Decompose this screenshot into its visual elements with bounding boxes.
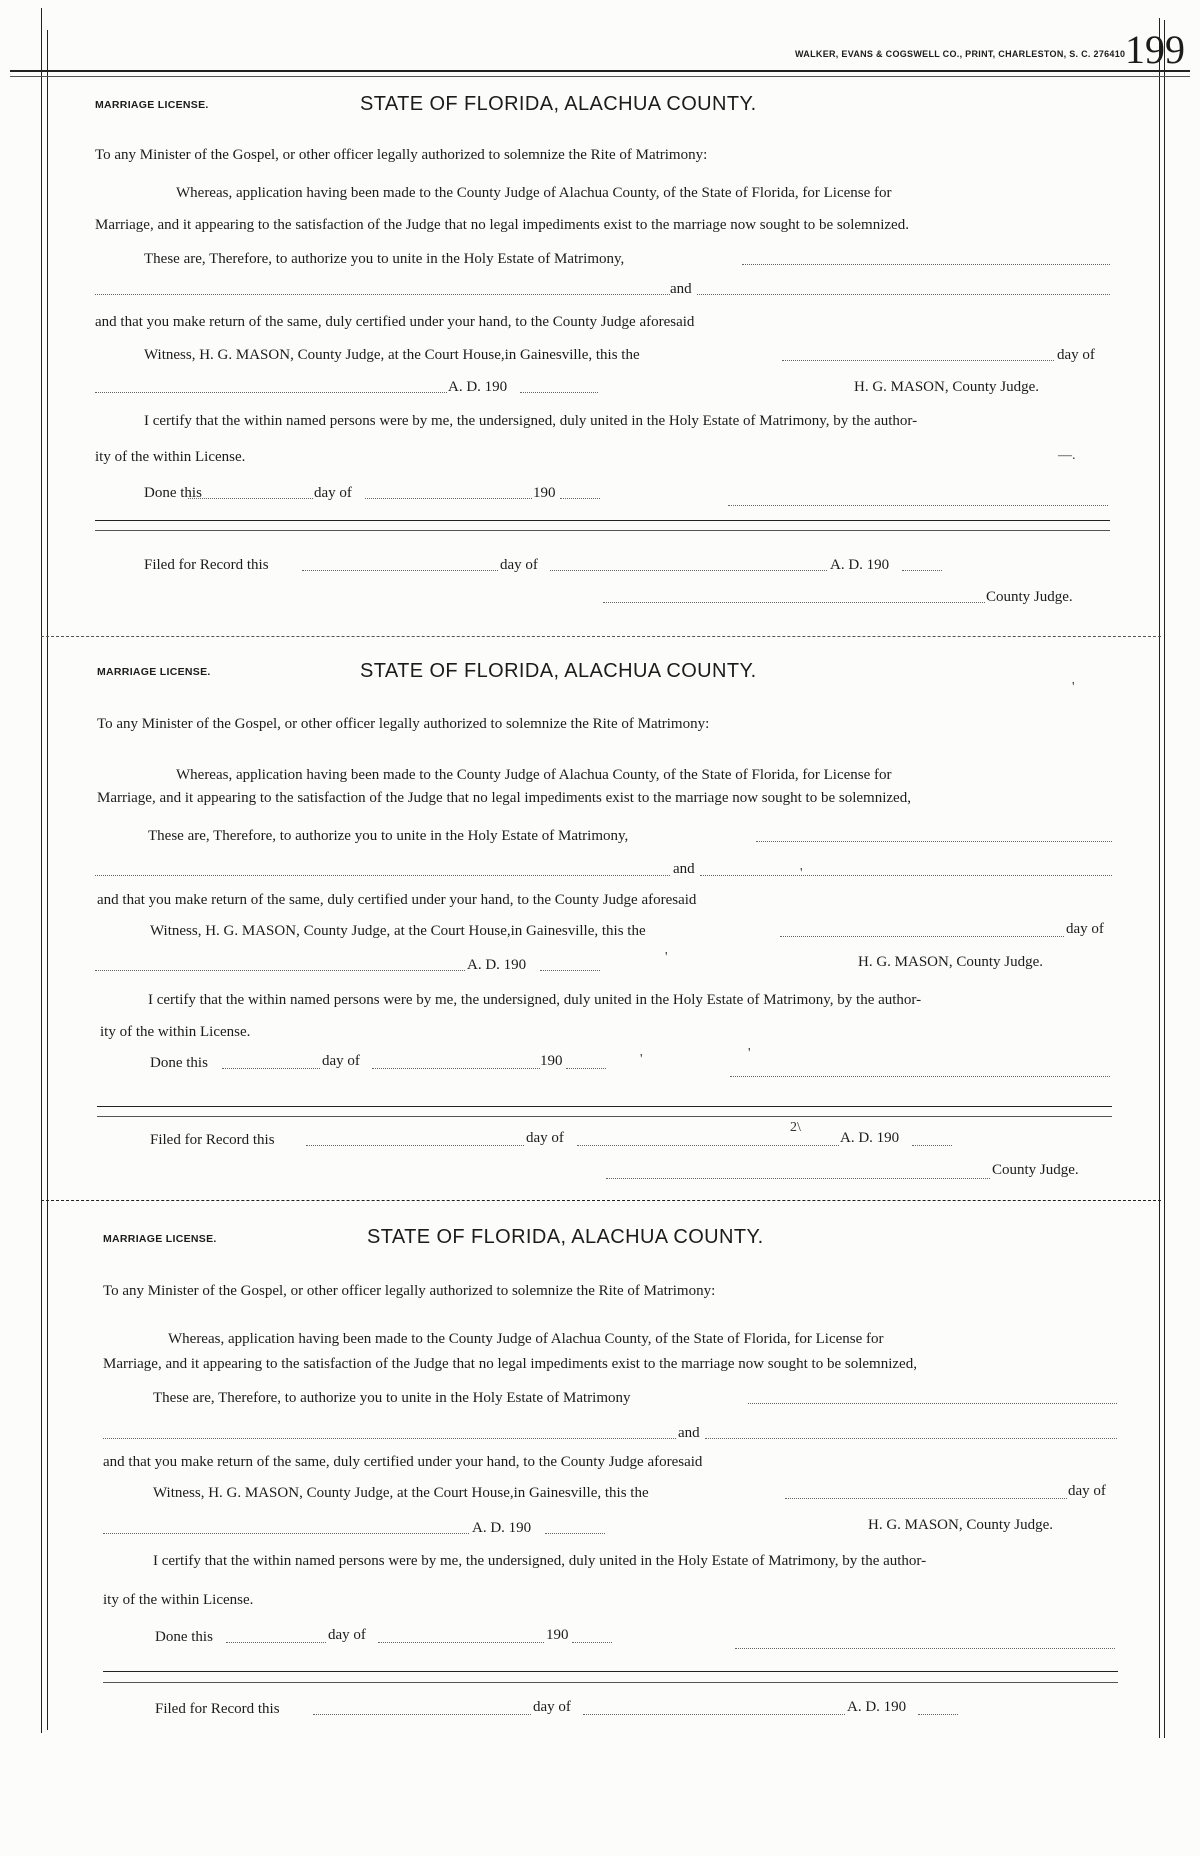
filed-day-of-label: day of <box>533 1699 571 1715</box>
these-are-line: These are, Therefore, to authorize you to unite in the Holy Estate of Matrimony, <box>148 828 629 844</box>
done-this-label: Done this <box>144 485 202 501</box>
return-clause: and that you make return of the same, duly certified under your hand, to the County Judge aforesaid <box>103 1454 703 1470</box>
done-this-label: Done this <box>150 1055 208 1071</box>
filed-for-record-label: Filed for Record this <box>155 1701 280 1717</box>
filed-day-of-label: day of <box>500 557 538 573</box>
whereas-line-2: Marriage, and it appearing to the satisfaction of the Judge that no legal impediments exist to the marriage now sought to be solemnized, <box>97 790 911 806</box>
witness-day-field <box>782 360 1054 361</box>
done-month-field <box>378 1642 544 1643</box>
and-word: and <box>678 1425 700 1441</box>
witness-line: Witness, H. G. MASON, County Judge, at the Court House,in Gainesville, this the <box>150 923 646 939</box>
return-clause: and that you make return of the same, duly certified under your hand, to the County Judge aforesaid <box>97 892 697 908</box>
judge-signature: H. G. MASON, County Judge. <box>868 1517 1054 1533</box>
filed-day-field <box>302 570 498 571</box>
done-year-label: 190 <box>546 1627 569 1643</box>
filed-for-record-label: Filed for Record this <box>150 1132 275 1148</box>
ad-year-label: A. D. 190 <box>467 957 527 973</box>
whereas-line-1: Whereas, application having been made to the County Judge of Alachua County, of the State of Florida, for License for <box>176 767 892 783</box>
top-header-rule-thin <box>10 76 1190 77</box>
form-divider <box>41 636 1161 637</box>
filed-ad-label: A. D. 190 <box>847 1699 907 1715</box>
and-word: and <box>670 281 692 297</box>
officiant-signature-field <box>735 1648 1115 1649</box>
done-day-field <box>226 1642 326 1643</box>
certify-line-2: ity of the within License. <box>103 1592 254 1608</box>
done-year-label: 190 <box>540 1053 563 1069</box>
day-of-label: day of <box>1066 921 1104 937</box>
filed-month-field <box>577 1145 839 1146</box>
these-are-line: These are, Therefore, to authorize you to unite in the Holy Estate of Matrimony, <box>144 251 625 267</box>
bride-name-field-left <box>95 294 670 295</box>
done-year-field <box>572 1642 612 1643</box>
handwritten-mark: ' <box>665 950 668 965</box>
bride-name-field-left <box>103 1438 676 1439</box>
bride-name-field <box>705 1438 1117 1439</box>
form-label: MARRIAGE LICENSE. <box>95 99 209 111</box>
witness-month-field <box>103 1533 469 1534</box>
officiant-signature-field <box>730 1076 1110 1077</box>
page-number: 199 <box>1125 27 1185 72</box>
handwritten-mark: ' <box>1072 680 1075 695</box>
handwritten-mark: ' <box>800 866 803 881</box>
section-rule <box>95 520 1110 521</box>
groom-name-field <box>756 841 1112 842</box>
filed-year-field <box>902 570 942 571</box>
filed-day-of-label: day of <box>526 1130 564 1146</box>
handwritten-mark: ' <box>748 1046 751 1061</box>
done-day-of-label: day of <box>328 1627 366 1643</box>
witness-month-field <box>95 392 447 393</box>
certify-line-1: I certify that the within named persons were by me, the undersigned, duly united in the Holy Estate of Matrimony, by the author- <box>148 992 922 1008</box>
form-divider <box>41 1200 1161 1201</box>
whereas-line-2: Marriage, and it appearing to the satisfaction of the Judge that no legal impediments exist to the marriage now sought to be solemnized. <box>95 217 909 233</box>
these-are-line: These are, Therefore, to authorize you to unite in the Holy Estate of Matrimony <box>153 1390 631 1406</box>
address-line: To any Minister of the Gospel, or other officer legally authorized to solemnize the Rite of Matrimony: <box>97 716 710 732</box>
groom-name-field <box>742 264 1110 265</box>
certify-line-1: I certify that the within named persons were by me, the undersigned, duly united in the Holy Estate of Matrimony, by the author- <box>153 1553 927 1569</box>
form-heading: STATE OF FLORIDA, ALACHUA COUNTY. <box>360 660 757 682</box>
bride-name-field <box>700 875 1112 876</box>
bride-name-field <box>697 294 1110 295</box>
filed-month-field <box>550 570 827 571</box>
done-year-field <box>566 1068 606 1069</box>
ad-year-label: A. D. 190 <box>472 1520 532 1536</box>
done-day-field <box>222 1068 320 1069</box>
address-line: To any Minister of the Gospel, or other officer legally authorized to solemnize the Rite of Matrimony: <box>103 1283 716 1299</box>
return-clause: and that you make return of the same, duly certified under your hand, to the County Judge aforesaid <box>95 314 695 330</box>
left-margin-rule-inner <box>47 30 48 1730</box>
county-judge-label: County Judge. <box>986 589 1073 605</box>
section-rule-thin <box>95 530 1110 531</box>
witness-day-field <box>780 936 1064 937</box>
handwritten-mark: 2\ <box>790 1120 801 1135</box>
groom-name-field <box>748 1403 1117 1404</box>
whereas-line-1: Whereas, application having been made to the County Judge of Alachua County, of the State of Florida, for License for <box>168 1331 884 1347</box>
filed-ad-label: A. D. 190 <box>840 1130 900 1146</box>
witness-year-field <box>520 392 598 393</box>
section-rule <box>103 1671 1118 1672</box>
done-year-label: 190 <box>533 485 556 501</box>
filed-year-field <box>912 1145 952 1146</box>
filed-ad-label: A. D. 190 <box>830 557 890 573</box>
witness-year-field <box>545 1533 605 1534</box>
left-margin-rule <box>41 8 42 1733</box>
county-judge-label: County Judge. <box>992 1162 1079 1178</box>
section-rule <box>97 1106 1112 1107</box>
witness-line: Witness, H. G. MASON, County Judge, at the Court House,in Gainesville, this the <box>144 347 640 363</box>
form-label: MARRIAGE LICENSE. <box>103 1233 217 1245</box>
right-margin-rule-inner <box>1164 20 1165 1738</box>
clerk-signature-field <box>603 602 985 603</box>
address-line: To any Minister of the Gospel, or other officer legally authorized to solemnize the Rite of Matrimony: <box>95 147 708 163</box>
right-margin-rule <box>1159 18 1160 1738</box>
judge-signature: H. G. MASON, County Judge. <box>858 954 1044 970</box>
done-day-of-label: day of <box>314 485 352 501</box>
form-label: MARRIAGE LICENSE. <box>97 666 211 678</box>
section-rule-thin <box>97 1116 1112 1117</box>
filed-for-record-label: Filed for Record this <box>144 557 269 573</box>
witness-month-field <box>95 970 465 971</box>
judge-signature: H. G. MASON, County Judge. <box>854 379 1040 395</box>
done-this-label: Done this <box>155 1629 213 1645</box>
form-heading: STATE OF FLORIDA, ALACHUA COUNTY. <box>367 1226 764 1248</box>
filed-month-field <box>583 1714 845 1715</box>
done-year-field <box>560 498 600 499</box>
certify-line-2: ity of the within License. <box>100 1024 251 1040</box>
clerk-signature-field <box>606 1178 990 1179</box>
filed-day-field <box>313 1714 531 1715</box>
done-day-of-label: day of <box>322 1053 360 1069</box>
whereas-line-2: Marriage, and it appearing to the satisfaction of the Judge that no legal impediments exist to the marriage now sought to be solemnized, <box>103 1356 917 1372</box>
day-of-label: day of <box>1068 1483 1106 1499</box>
section-rule-thin <box>103 1682 1118 1683</box>
witness-year-field <box>540 970 600 971</box>
certify-line-1: I certify that the within named persons were by me, the undersigned, duly united in the Holy Estate of Matrimony, by the author- <box>144 413 918 429</box>
witness-day-field <box>785 1498 1067 1499</box>
filed-year-field <box>918 1714 958 1715</box>
officiant-signature-field <box>728 505 1108 506</box>
handwritten-mark: ' <box>640 1052 643 1067</box>
printer-imprint: WALKER, EVANS & COGSWELL CO., PRINT, CHARLESTON, S. C. 276410 <box>795 49 1126 59</box>
certify-line-2: ity of the within License. <box>95 449 246 465</box>
ad-year-label: A. D. 190 <box>448 379 508 395</box>
top-header-rule <box>10 70 1190 72</box>
handwritten-mark: —. <box>1058 448 1076 463</box>
day-of-label: day of <box>1057 347 1095 363</box>
bride-name-field-left <box>95 875 670 876</box>
filed-day-field <box>306 1145 524 1146</box>
whereas-line-1: Whereas, application having been made to the County Judge of Alachua County, of the State of Florida, for License for <box>176 185 892 201</box>
witness-line: Witness, H. G. MASON, County Judge, at the Court House,in Gainesville, this the <box>153 1485 649 1501</box>
form-heading: STATE OF FLORIDA, ALACHUA COUNTY. <box>360 93 757 115</box>
done-day-field <box>188 498 313 499</box>
done-month-field <box>372 1068 540 1069</box>
and-word: and <box>673 861 695 877</box>
done-month-field <box>365 498 532 499</box>
